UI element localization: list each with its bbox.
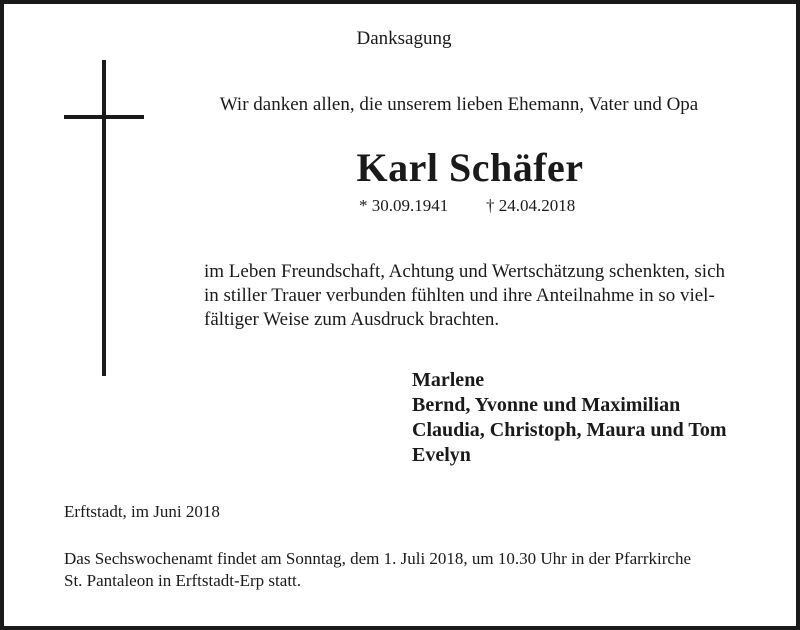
- mass-notice: [64, 548, 784, 592]
- family-line: Marlene: [412, 369, 485, 391]
- birth-date: * 30.09.1941: [359, 196, 449, 215]
- family-line: Claudia, Christoph, Maura und Tom: [412, 419, 727, 441]
- thanks-text-line: in stiller Trauer verbunden fühlten und ihre Anteilnahme in so viel-: [204, 285, 715, 306]
- place-date: Erftstadt, im Juni 2018: [64, 502, 220, 521]
- thanks-text-line: im Leben Freundschaft, Achtung und Wertschätzung schenkten, sich: [204, 261, 726, 282]
- notice-line: St. Pantaleon in Erftstadt-Erp statt.: [64, 571, 302, 590]
- family-line: Evelyn: [412, 444, 471, 466]
- heading: Danksagung: [356, 28, 452, 49]
- thanks-text: [204, 260, 784, 332]
- death-date: † 24.04.2018: [486, 196, 576, 215]
- notice-line: Das Sechswochenamt findet am Sonntag, dem 1. Juli 2018, um 10.30 Uhr in der Pfarrkirche: [64, 549, 691, 568]
- thanks-text-line: fältiger Weise zum Ausdruck brachten.: [204, 309, 500, 330]
- family-signature: [412, 368, 727, 468]
- family-line: Bernd, Yvonne und Maximilian: [412, 394, 681, 416]
- deceased-name: Karl Schäfer: [356, 145, 584, 190]
- intro-text: Wir danken allen, die unserem lieben Ehemann, Vater und Opa: [219, 94, 699, 115]
